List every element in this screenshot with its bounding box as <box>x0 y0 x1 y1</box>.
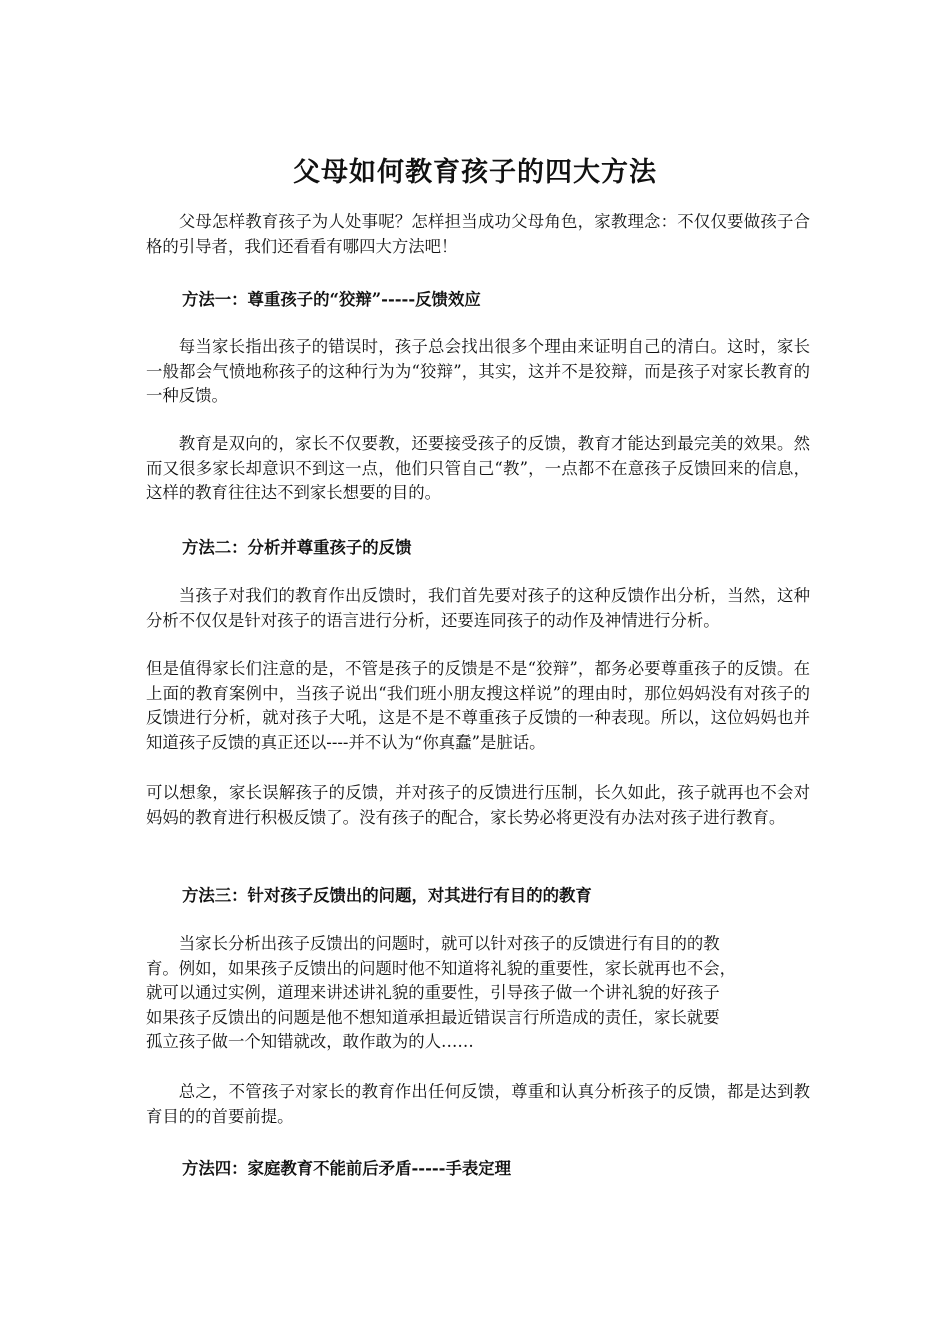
method2-heading: 方法二：分析并尊重孩子的反馈 <box>182 538 412 557</box>
page-title: 父母如何教育孩子的四大方法 <box>293 157 657 189</box>
method3-line-2: 育。例如，如果孩子反馈出的问题时他不知道将礼貌的重要性，家长就再也不会， <box>146 958 737 978</box>
method3-heading: 方法三：针对孩子反馈出的问题，对其进行有目的的教育 <box>182 886 592 905</box>
method3-line-4: 如果孩子反馈出的问题是他不想知道承担最近错误言行所造成的责任，家长就要 <box>146 1007 720 1027</box>
method3-line-1: 当家长分析出孩子反馈出的问题时，就可以针对孩子的反馈进行有目的的教 <box>178 934 720 953</box>
method3-paragraph-1 <box>146 932 810 1055</box>
method1-paragraph-1: 每当家长指出孩子的错误时，孩子总会找出很多个理由来证明自己的清白。这时，家长一般都会气愤地称孩子的这种行为为“狡辩”，其实，这并不是狡辩，而是孩子对家长教育的一种反馈。 <box>146 337 810 405</box>
intro-paragraph: 父母怎样教育孩子为人处事呢？怎样担当成功父母角色，家教理念：不仅仅要做孩子合格的引导者，我们还看看有哪四大方法吧！ <box>146 212 810 256</box>
method3-line-3: 就可以通过实例，道理来讲述讲礼貌的重要性，引导孩子做一个讲礼貌的好孩子 <box>146 983 720 1002</box>
method1-heading: 方法一：尊重孩子的“狡辩”-----反馈效应 <box>182 290 481 309</box>
method2-paragraph-3: 可以想象，家长误解孩子的反馈，并对孩子的反馈进行压制，长久如此，孩子就再也不会对妈妈的教育进行积极反馈了。没有孩子的配合，家长势必将更没有办法对孩子进行教育。 <box>146 783 810 827</box>
method3-paragraph-2: 总之，不管孩子对家长的教育作出任何反馈，尊重和认真分析孩子的反馈，都是达到教育目的的首要前提。 <box>146 1082 810 1126</box>
method3-line-5: 孤立孩子做一个知错就改，敢作敢为的人…… <box>146 1032 474 1051</box>
method2-paragraph-1: 当孩子对我们的教育作出反馈时，我们首先要对孩子的这种反馈作出分析，当然，这种分析不仅仅是针对孩子的语言进行分析，还要连同孩子的动作及神情进行分析。 <box>146 586 810 630</box>
method2-paragraph-2: 但是值得家长们注意的是，不管是孩子的反馈是不是“狡辩”，都务必要尊重孩子的反馈。在上面的教育案例中，当孩子说出“我们班小朋友搜这样说”的理由时，那位妈妈没有对孩子的反馈进行分析，就对孩子大吼，这是不是不尊重孩子反馈的一种表现。所以，这位妈妈也并知道孩子反馈的真正还以----并不认为“你真蠢”是脏话。 <box>146 659 810 752</box>
method1-paragraph-2: 教育是双向的，家长不仅要教，还要接受孩子的反馈，教育才能达到最完美的效果。然而又很多家长却意识不到这一点，他们只管自己“教”，一点都不在意孩子反馈回来的信息，这样的教育往往达不到家长想要的目的。 <box>146 434 810 502</box>
method4-heading: 方法四：家庭教育不能前后矛盾-----手表定理 <box>182 1159 512 1178</box>
